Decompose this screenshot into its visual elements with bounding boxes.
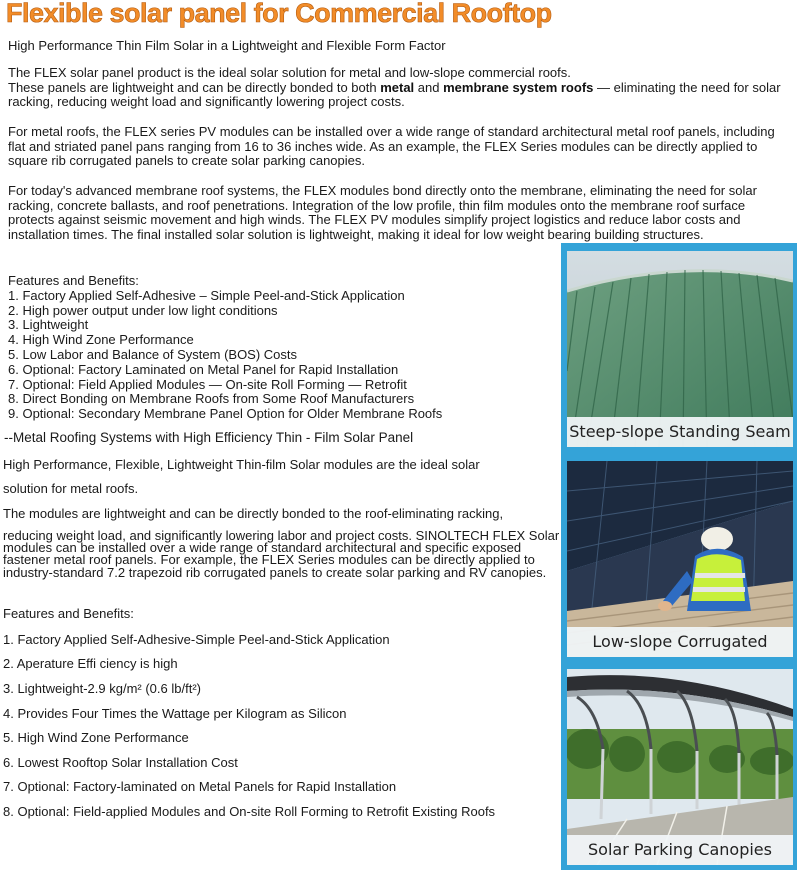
metal-line-1: High Performance, Flexible, Lightweight Thin-film Solar modules are the ideal solar xyxy=(3,457,480,472)
photo-caption: Low-slope Corrugated xyxy=(567,627,793,657)
list-item: 5. High Wind Zone Performance xyxy=(3,730,189,745)
metal-roofing-heading: --Metal Roofing Systems with High Efficiency Thin - Film Solar Panel xyxy=(4,430,414,445)
list-item: 8. Direct Bonding on Membrane Roofs from Some Roof Manufacturers xyxy=(8,391,415,407)
photo-sidebar xyxy=(561,243,797,870)
photo-parking-canopies xyxy=(567,669,793,865)
metal-line-3: The modules are lightweight and can be directly bonded to the roof-eliminating racking, xyxy=(3,506,504,521)
list-item: 5. Low Labor and Balance of System (BOS) Costs xyxy=(8,346,298,362)
list-item: 2. High power output under low light conditions xyxy=(8,302,278,318)
membrane-roof-paragraph: For today's advanced membrane roof systems, the FLEX modules bond directly onto the membrane, eliminating the need for solar racking, concrete ballasts, and roof penetrations. Integration of the low profile, thin film modules onto the membrane roof surface protects against seismic movement and high winds. The FLEX PV modules simplify project logistics and reduce labor costs and installation times. The final installed solar solution is lightweight, making it ideal for low weight bearing building structures. xyxy=(8,183,757,242)
page-title: Flexible solar panel for Commercial Rooftop xyxy=(6,0,552,28)
intro-and: and xyxy=(414,79,444,95)
list-item: 6. Optional: Factory Laminated on Metal Panel for Rapid Installation xyxy=(8,361,399,377)
list-item: 1. Factory Applied Self-Adhesive-Simple Peel-and-Stick Application xyxy=(3,632,390,647)
intro-bold-membrane: membrane system roofs xyxy=(443,79,594,95)
photo-caption: Steep-slope Standing Seam xyxy=(567,417,793,447)
list-item: 4. Provides Four Times the Wattage per Kilogram as Silicon xyxy=(3,706,347,721)
list-item: 8. Optional: Field-applied Modules and On-site Roll Forming to Retrofit Existing Roofs xyxy=(3,804,496,819)
intro-paragraph xyxy=(8,66,788,110)
list-item: 7. Optional: Factory-laminated on Metal Panels for Rapid Installation xyxy=(3,779,397,794)
metal-roof-paragraph: For metal roofs, the FLEX series PV modules can be installed over a wide range of standard architectural metal roof panels, including flat and striated panel pans ranging from 16 to 36 inches wide. As an example, the FLEX Series modules can be directly applied to square rib corrugated panels to create solar parking canopies. xyxy=(8,124,775,168)
features-2-title: Features and Benefits: xyxy=(3,606,134,621)
features-list-1 xyxy=(8,274,568,422)
list-item: 3. Lightweight xyxy=(8,317,89,333)
list-item: 4. High Wind Zone Performance xyxy=(8,332,194,348)
list-item: 7. Optional: Field Applied Modules — On-site Roll Forming — Retrofit xyxy=(8,376,407,392)
photo-standing-seam xyxy=(567,251,793,447)
photo-corrugated xyxy=(567,461,793,657)
list-item: 3. Lightweight-2.9 kg/m² (0.6 lb/ft²) xyxy=(3,681,201,696)
list-item: 6. Lowest Rooftop Solar Installation Cost xyxy=(3,755,238,770)
photo-caption: Solar Parking Canopies xyxy=(567,835,793,865)
list-item: 1. Factory Applied Self-Adhesive – Simple Peel-and-Stick Application xyxy=(8,287,405,303)
list-item: 2. Aperature Effi ciency is high xyxy=(3,656,178,671)
intro-bold-metal: metal xyxy=(380,79,415,95)
features-1-title: Features and Benefits: xyxy=(8,273,139,288)
intro-line-1: The FLEX solar panel product is the ideal solar solution for metal and low-slope commercial roofs. xyxy=(8,65,571,80)
intro-line-2-pre: These panels are lightweight and can be directly bonded to both xyxy=(8,79,381,95)
intro-line-2-post: — eliminating the need for solar racking, reducing weight load and significantly lowering project costs. xyxy=(8,79,781,109)
list-item: 9. Optional: Secondary Membrane Panel Option for Older Membrane Roofs xyxy=(8,406,443,422)
metal-line-2: solution for metal roofs. xyxy=(3,481,139,496)
metal-paragraph: reducing weight load, and significantly lowering labor and project costs. SINOLTECH FLEX Solar modules can be installed over a wide range of standard architectural and specific exposed fastener metal roof panels. For example, the FLEX Series modules can be directly applied to industry-standard 7.2 trapezoid rib corrugated panels to create solar parking and RV canopies. xyxy=(3,528,560,580)
page-subtitle: High Performance Thin Film Solar in a Lightweight and Flexible Form Factor xyxy=(8,38,446,53)
